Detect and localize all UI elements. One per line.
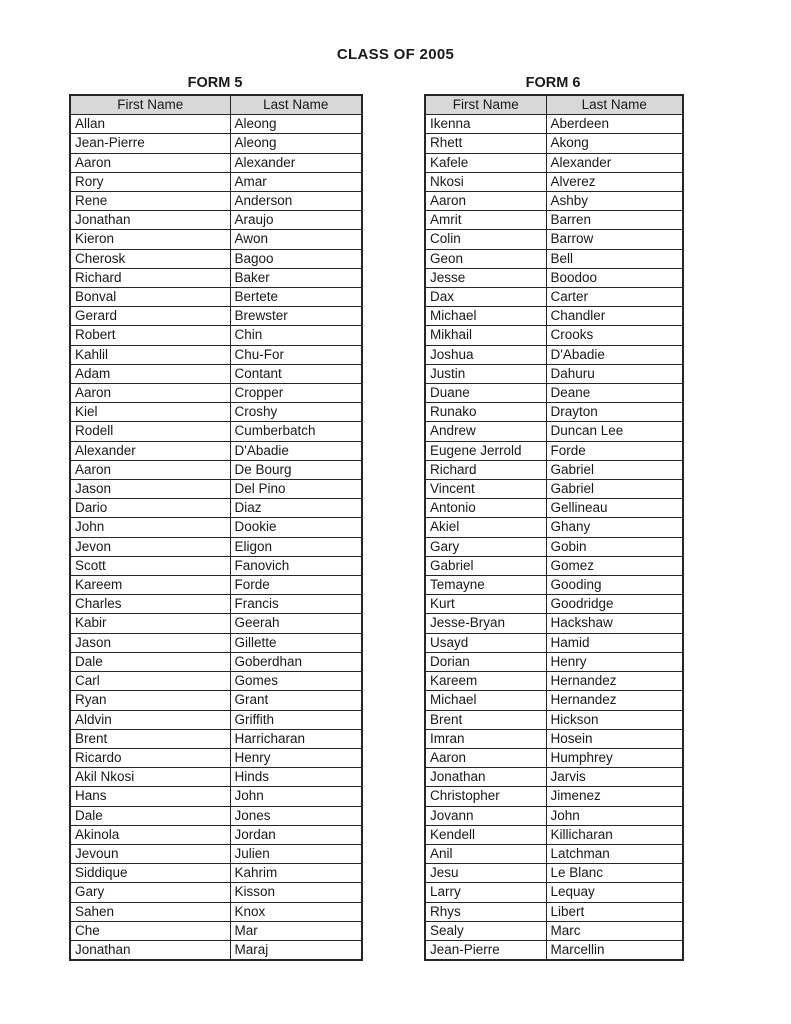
last-name-cell: Alverez <box>546 172 683 191</box>
last-name-cell: Jimenez <box>546 787 683 806</box>
table-row <box>425 211 683 230</box>
table-row <box>70 595 362 614</box>
table-row <box>425 768 683 787</box>
first-name-cell: Jean-Pierre <box>70 134 230 153</box>
table-row <box>425 134 683 153</box>
first-name-cell: Kurt <box>425 595 546 614</box>
last-name-cell: Bagoo <box>230 249 362 268</box>
table-row <box>425 902 683 921</box>
first-name-cell: Jovann <box>425 806 546 825</box>
first-name-cell: Jevon <box>70 537 230 556</box>
first-name-cell: Jason <box>70 480 230 499</box>
table-row <box>70 268 362 287</box>
first-name-cell: Anil <box>425 844 546 863</box>
last-name-cell: Drayton <box>546 403 683 422</box>
table-row <box>425 672 683 691</box>
table-row <box>425 518 683 537</box>
last-name-cell: Awon <box>230 230 362 249</box>
table-row <box>70 864 362 883</box>
last-name-cell: Cropper <box>230 384 362 403</box>
first-name-cell: Justin <box>425 364 546 383</box>
table-row <box>425 480 683 499</box>
first-name-cell: Duane <box>425 384 546 403</box>
first-name-cell: Rodell <box>70 422 230 441</box>
last-name-cell: Kahrim <box>230 864 362 883</box>
table-row <box>70 576 362 595</box>
first-name-cell: Rhett <box>425 134 546 153</box>
last-name-cell: Griffith <box>230 710 362 729</box>
table-row <box>70 192 362 211</box>
last-name-cell: Ghany <box>546 518 683 537</box>
header-row <box>425 95 683 115</box>
first-name-cell: Kareem <box>425 672 546 691</box>
column-header: First Name <box>70 95 230 115</box>
first-name-cell: Joshua <box>425 345 546 364</box>
last-name-cell: Crooks <box>546 326 683 345</box>
last-name-cell: Dahuru <box>546 364 683 383</box>
table-row <box>425 614 683 633</box>
last-name-cell: Ashby <box>546 192 683 211</box>
first-name-cell: Adam <box>70 364 230 383</box>
form6-section <box>424 75 682 961</box>
table-row <box>70 652 362 671</box>
table-row <box>70 480 362 499</box>
last-name-cell: Hinds <box>230 768 362 787</box>
column-header: First Name <box>425 95 546 115</box>
table-row <box>70 806 362 825</box>
last-name-cell: Fanovich <box>230 556 362 575</box>
last-name-cell: Geerah <box>230 614 362 633</box>
table-row <box>425 307 683 326</box>
table-row <box>425 825 683 844</box>
last-name-cell: Forde <box>230 576 362 595</box>
table-row <box>70 710 362 729</box>
last-name-cell: D'Abadie <box>230 441 362 460</box>
first-name-cell: Rory <box>70 172 230 191</box>
first-name-cell: Imran <box>425 729 546 748</box>
last-name-cell: Alexander <box>546 153 683 172</box>
table-row <box>425 652 683 671</box>
table-row <box>70 691 362 710</box>
first-name-cell: Aaron <box>70 384 230 403</box>
first-name-cell: Nkosi <box>425 172 546 191</box>
last-name-cell: Aberdeen <box>546 115 683 134</box>
last-name-cell: Akong <box>546 134 683 153</box>
first-name-cell: Temayne <box>425 576 546 595</box>
last-name-cell: Mar <box>230 921 362 940</box>
last-name-cell: Bell <box>546 249 683 268</box>
first-name-cell: Aaron <box>425 192 546 211</box>
table-row <box>70 307 362 326</box>
first-name-cell: Akil Nkosi <box>70 768 230 787</box>
table-row <box>70 883 362 902</box>
table-row <box>70 384 362 403</box>
last-name-cell: Aleong <box>230 115 362 134</box>
table-row <box>425 460 683 479</box>
last-name-cell: Jarvis <box>546 768 683 787</box>
first-name-cell: Alexander <box>70 441 230 460</box>
table-row <box>70 211 362 230</box>
first-name-cell: Antonio <box>425 499 546 518</box>
table-row <box>70 787 362 806</box>
first-name-cell: Sealy <box>425 921 546 940</box>
first-name-cell: Ricardo <box>70 748 230 767</box>
last-name-cell: Killicharan <box>546 825 683 844</box>
last-name-cell: Henry <box>230 748 362 767</box>
last-name-cell: Marc <box>546 921 683 940</box>
first-name-cell: John <box>70 518 230 537</box>
first-name-cell: Siddique <box>70 864 230 883</box>
table-row <box>70 518 362 537</box>
first-name-cell: Michael <box>425 691 546 710</box>
last-name-cell: Cumberbatch <box>230 422 362 441</box>
last-name-cell: Hernandez <box>546 672 683 691</box>
table-row <box>425 288 683 307</box>
table-row <box>70 134 362 153</box>
table-row <box>70 729 362 748</box>
first-name-cell: Brent <box>425 710 546 729</box>
last-name-cell: Deane <box>546 384 683 403</box>
first-name-cell: Jesse <box>425 268 546 287</box>
table-row <box>425 384 683 403</box>
first-name-cell: Carl <box>70 672 230 691</box>
first-name-cell: Scott <box>70 556 230 575</box>
table-row <box>425 556 683 575</box>
first-name-cell: Aldvin <box>70 710 230 729</box>
last-name-cell: Carter <box>546 288 683 307</box>
table-row <box>70 345 362 364</box>
first-name-cell: Jonathan <box>70 211 230 230</box>
last-name-cell: Hosein <box>546 729 683 748</box>
first-name-cell: Kabir <box>70 614 230 633</box>
last-name-cell: Maraj <box>230 940 362 960</box>
first-name-cell: Gary <box>425 537 546 556</box>
table-row <box>425 806 683 825</box>
last-name-cell: Gobin <box>546 537 683 556</box>
first-name-cell: Kareem <box>70 576 230 595</box>
first-name-cell: Jonathan <box>70 940 230 960</box>
table-row <box>425 844 683 863</box>
header-row <box>70 95 362 115</box>
last-name-cell: Anderson <box>230 192 362 211</box>
first-name-cell: Rene <box>70 192 230 211</box>
last-name-cell: Hickson <box>546 710 683 729</box>
last-name-cell: Kisson <box>230 883 362 902</box>
last-name-cell: John <box>230 787 362 806</box>
first-name-cell: Akiel <box>425 518 546 537</box>
last-name-cell: Araujo <box>230 211 362 230</box>
last-name-cell: Libert <box>546 902 683 921</box>
table-row <box>425 326 683 345</box>
first-name-cell: Allan <box>70 115 230 134</box>
table-row <box>425 153 683 172</box>
last-name-cell: Barren <box>546 211 683 230</box>
table-row <box>70 537 362 556</box>
first-name-cell: Kiel <box>70 403 230 422</box>
first-name-cell: Jason <box>70 633 230 652</box>
form5-roster-table <box>69 94 363 961</box>
table-row <box>425 249 683 268</box>
first-name-cell: Charles <box>70 595 230 614</box>
first-name-cell: Dax <box>425 288 546 307</box>
last-name-cell: Goberdhan <box>230 652 362 671</box>
last-name-cell: Grant <box>230 691 362 710</box>
table-row <box>425 710 683 729</box>
column-header: Last Name <box>230 95 362 115</box>
table-row <box>70 921 362 940</box>
table-row <box>425 403 683 422</box>
last-name-cell: Croshy <box>230 403 362 422</box>
first-name-cell: Runako <box>425 403 546 422</box>
table-row <box>70 230 362 249</box>
table-row <box>70 249 362 268</box>
first-name-cell: Jesu <box>425 864 546 883</box>
table-row <box>425 115 683 134</box>
table-row <box>425 729 683 748</box>
first-name-cell: Amrit <box>425 211 546 230</box>
form6-heading: FORM 6 <box>525 75 581 91</box>
table-row <box>425 633 683 652</box>
first-name-cell: Eugene Jerrold <box>425 441 546 460</box>
first-name-cell: Bonval <box>70 288 230 307</box>
table-row <box>70 326 362 345</box>
first-name-cell: Gerard <box>70 307 230 326</box>
last-name-cell: Le Blanc <box>546 864 683 883</box>
first-name-cell: Robert <box>70 326 230 345</box>
last-name-cell: Chu-For <box>230 345 362 364</box>
first-name-cell: Kahlil <box>70 345 230 364</box>
last-name-cell: Latchman <box>546 844 683 863</box>
last-name-cell: Lequay <box>546 883 683 902</box>
first-name-cell: Jonathan <box>425 768 546 787</box>
first-name-cell: Kendell <box>425 825 546 844</box>
last-name-cell: John <box>546 806 683 825</box>
table-row <box>425 787 683 806</box>
first-name-cell: Dario <box>70 499 230 518</box>
table-row <box>70 115 362 134</box>
first-name-cell: Hans <box>70 787 230 806</box>
table-row <box>70 364 362 383</box>
last-name-cell: Baker <box>230 268 362 287</box>
form6-roster-table <box>424 94 684 961</box>
last-name-cell: Hernandez <box>546 691 683 710</box>
first-name-cell: Ikenna <box>425 115 546 134</box>
table-row <box>425 441 683 460</box>
first-name-cell: Brent <box>70 729 230 748</box>
last-name-cell: Julien <box>230 844 362 863</box>
last-name-cell: Gooding <box>546 576 683 595</box>
last-name-cell: Gillette <box>230 633 362 652</box>
first-name-cell: Ryan <box>70 691 230 710</box>
table-row <box>70 902 362 921</box>
first-name-cell: Christopher <box>425 787 546 806</box>
first-name-cell: Colin <box>425 230 546 249</box>
first-name-cell: Dale <box>70 652 230 671</box>
last-name-cell: Boodoo <box>546 268 683 287</box>
last-name-cell: Duncan Lee <box>546 422 683 441</box>
first-name-cell: Dale <box>70 806 230 825</box>
first-name-cell: Larry <box>425 883 546 902</box>
first-name-cell: Jesse-Bryan <box>425 614 546 633</box>
table-row <box>70 672 362 691</box>
table-row <box>70 153 362 172</box>
table-row <box>425 345 683 364</box>
first-name-cell: Gabriel <box>425 556 546 575</box>
first-name-cell: Kieron <box>70 230 230 249</box>
first-name-cell: Michael <box>425 307 546 326</box>
last-name-cell: Hamid <box>546 633 683 652</box>
table-row <box>70 556 362 575</box>
first-name-cell: Vincent <box>425 480 546 499</box>
last-name-cell: Chin <box>230 326 362 345</box>
table-row <box>425 864 683 883</box>
table-row <box>70 844 362 863</box>
table-row <box>425 192 683 211</box>
last-name-cell: Knox <box>230 902 362 921</box>
last-name-cell: Gabriel <box>546 460 683 479</box>
last-name-cell: Aleong <box>230 134 362 153</box>
last-name-cell: Jones <box>230 806 362 825</box>
first-name-cell: Akinola <box>70 825 230 844</box>
first-name-cell: Aaron <box>425 748 546 767</box>
first-name-cell: Rhys <box>425 902 546 921</box>
table-row <box>70 441 362 460</box>
form5-section <box>69 75 361 961</box>
table-row <box>70 172 362 191</box>
table-row <box>425 537 683 556</box>
page-title: CLASS OF 2005 <box>336 46 455 63</box>
last-name-cell: Humphrey <box>546 748 683 767</box>
last-name-cell: Bertete <box>230 288 362 307</box>
table-row <box>425 499 683 518</box>
table-row <box>70 288 362 307</box>
last-name-cell: Hackshaw <box>546 614 683 633</box>
last-name-cell: Brewster <box>230 307 362 326</box>
first-name-cell: Richard <box>70 268 230 287</box>
first-name-cell: Mikhail <box>425 326 546 345</box>
table-row <box>425 230 683 249</box>
table-row <box>70 633 362 652</box>
last-name-cell: De Bourg <box>230 460 362 479</box>
first-name-cell: Aaron <box>70 460 230 479</box>
last-name-cell: Eligon <box>230 537 362 556</box>
table-row <box>425 422 683 441</box>
first-name-cell: Sahen <box>70 902 230 921</box>
last-name-cell: Jordan <box>230 825 362 844</box>
form5-heading: FORM 5 <box>187 75 243 91</box>
last-name-cell: Dookie <box>230 518 362 537</box>
first-name-cell: Dorian <box>425 652 546 671</box>
table-row <box>70 422 362 441</box>
first-name-cell: Aaron <box>70 153 230 172</box>
last-name-cell: Henry <box>546 652 683 671</box>
last-name-cell: Gabriel <box>546 480 683 499</box>
first-name-cell: Jean-Pierre <box>425 940 546 960</box>
table-row <box>70 748 362 767</box>
table-row <box>70 499 362 518</box>
table-row <box>425 595 683 614</box>
last-name-cell: Amar <box>230 172 362 191</box>
last-name-cell: Harricharan <box>230 729 362 748</box>
last-name-cell: Contant <box>230 364 362 383</box>
first-name-cell: Richard <box>425 460 546 479</box>
last-name-cell: Francis <box>230 595 362 614</box>
first-name-cell: Andrew <box>425 422 546 441</box>
last-name-cell: Barrow <box>546 230 683 249</box>
table-row <box>425 921 683 940</box>
last-name-cell: Goodridge <box>546 595 683 614</box>
table-row <box>425 576 683 595</box>
last-name-cell: Chandler <box>546 307 683 326</box>
last-name-cell: Alexander <box>230 153 362 172</box>
first-name-cell: Usayd <box>425 633 546 652</box>
first-name-cell: Gary <box>70 883 230 902</box>
table-row <box>425 268 683 287</box>
table-row <box>425 748 683 767</box>
first-name-cell: Kafele <box>425 153 546 172</box>
last-name-cell: Marcellin <box>546 940 683 960</box>
table-row <box>70 768 362 787</box>
table-row <box>70 460 362 479</box>
first-name-cell: Jevoun <box>70 844 230 863</box>
column-header: Last Name <box>546 95 683 115</box>
last-name-cell: Gellineau <box>546 499 683 518</box>
last-name-cell: Gomez <box>546 556 683 575</box>
table-row <box>425 172 683 191</box>
table-row <box>425 364 683 383</box>
last-name-cell: Diaz <box>230 499 362 518</box>
first-name-cell: Che <box>70 921 230 940</box>
last-name-cell: Forde <box>546 441 683 460</box>
last-name-cell: Del Pino <box>230 480 362 499</box>
table-row <box>70 403 362 422</box>
last-name-cell: Gomes <box>230 672 362 691</box>
last-name-cell: D'Abadie <box>546 345 683 364</box>
table-row <box>70 940 362 960</box>
first-name-cell: Cherosk <box>70 249 230 268</box>
table-row <box>70 614 362 633</box>
table-row <box>425 691 683 710</box>
table-row <box>425 883 683 902</box>
first-name-cell: Geon <box>425 249 546 268</box>
table-row <box>425 940 683 960</box>
table-row <box>70 825 362 844</box>
